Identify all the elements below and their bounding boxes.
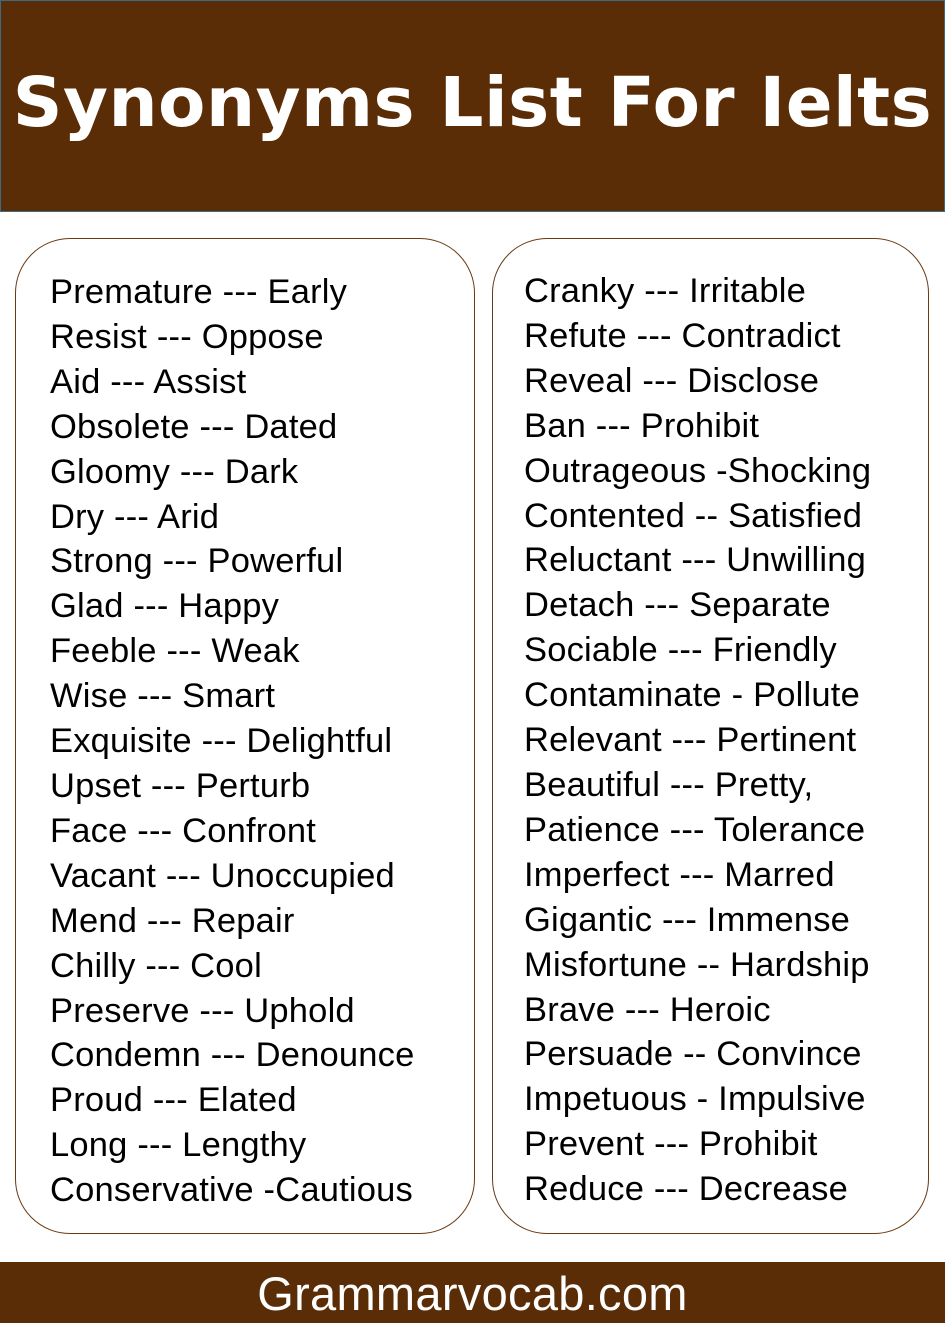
list-item: Preserve --- Uphold	[50, 991, 355, 1030]
list-item: Cranky --- Irritable	[524, 272, 806, 310]
list-item: Impetuous - Impulsive	[524, 1080, 866, 1119]
list-item: Resist --- Oppose	[50, 317, 324, 356]
list-item: Brave --- Heroic	[524, 990, 771, 1029]
list-item: Premature --- Early	[50, 273, 348, 311]
list-item: Gloomy --- Dark	[50, 452, 299, 491]
list-item: Patience --- Tolerance	[524, 810, 866, 849]
header-banner	[0, 0, 945, 212]
list-item: Condemn --- Denounce	[50, 1036, 415, 1075]
site-name: Grammarvocab.com	[257, 1267, 688, 1320]
list-item: Reduce --- Decrease	[524, 1170, 849, 1209]
list-item: Prevent --- Prohibit	[524, 1125, 818, 1164]
page-title: Synonyms List For Ielts	[12, 63, 933, 143]
list-item: Contented -- Satisfied	[524, 496, 863, 535]
list-item: Gigantic --- Immense	[524, 900, 851, 939]
synonym-list-right	[524, 269, 871, 1212]
list-item: Vacant --- Unoccupied	[50, 856, 395, 895]
list-item: Aid --- Assist	[50, 362, 247, 401]
list-item: Chilly --- Cool	[50, 946, 262, 985]
list-item: Obsolete --- Dated	[50, 407, 338, 446]
list-item: Strong --- Powerful	[50, 542, 344, 581]
list-item: Outrageous -Shocking	[524, 451, 872, 490]
list-item: Refute --- Contradict	[524, 316, 841, 355]
synonym-list-left	[50, 270, 415, 1213]
list-item: Ban --- Prohibit	[524, 406, 760, 445]
list-item: Contaminate - Pollute	[524, 676, 860, 715]
list-item: Proud --- Elated	[50, 1081, 297, 1120]
list-item: Dry --- Arid	[50, 497, 220, 536]
list-item: Mend --- Repair	[50, 901, 295, 940]
list-item: Persuade -- Convince	[524, 1035, 862, 1074]
list-item: Glad --- Happy	[50, 587, 280, 626]
list-item: Relevant --- Pertinent	[524, 721, 857, 760]
list-item: Reveal --- Disclose	[524, 361, 820, 400]
list-item: Exquisite --- Delightful	[50, 722, 393, 761]
list-item: Long --- Lengthy	[50, 1126, 307, 1165]
list-item: Misfortune -- Hardship	[524, 945, 870, 984]
footer-banner	[0, 1262, 945, 1323]
synonyms-card-left	[15, 238, 475, 1234]
list-item: Imperfect --- Marred	[524, 855, 835, 894]
list-item: Sociable --- Friendly	[524, 631, 837, 670]
list-item: Conservative -Cautious	[50, 1171, 413, 1210]
synonyms-card-right	[492, 238, 929, 1234]
list-item: Detach --- Separate	[524, 586, 831, 625]
list-item: Upset --- Perturb	[50, 766, 311, 805]
list-item: Reluctant --- Unwilling	[524, 541, 867, 580]
list-item: Wise --- Smart	[50, 677, 276, 716]
list-item: Face --- Confront	[50, 811, 317, 850]
list-item: Beautiful --- Pretty,	[524, 765, 814, 804]
list-item: Feeble --- Weak	[50, 632, 300, 671]
